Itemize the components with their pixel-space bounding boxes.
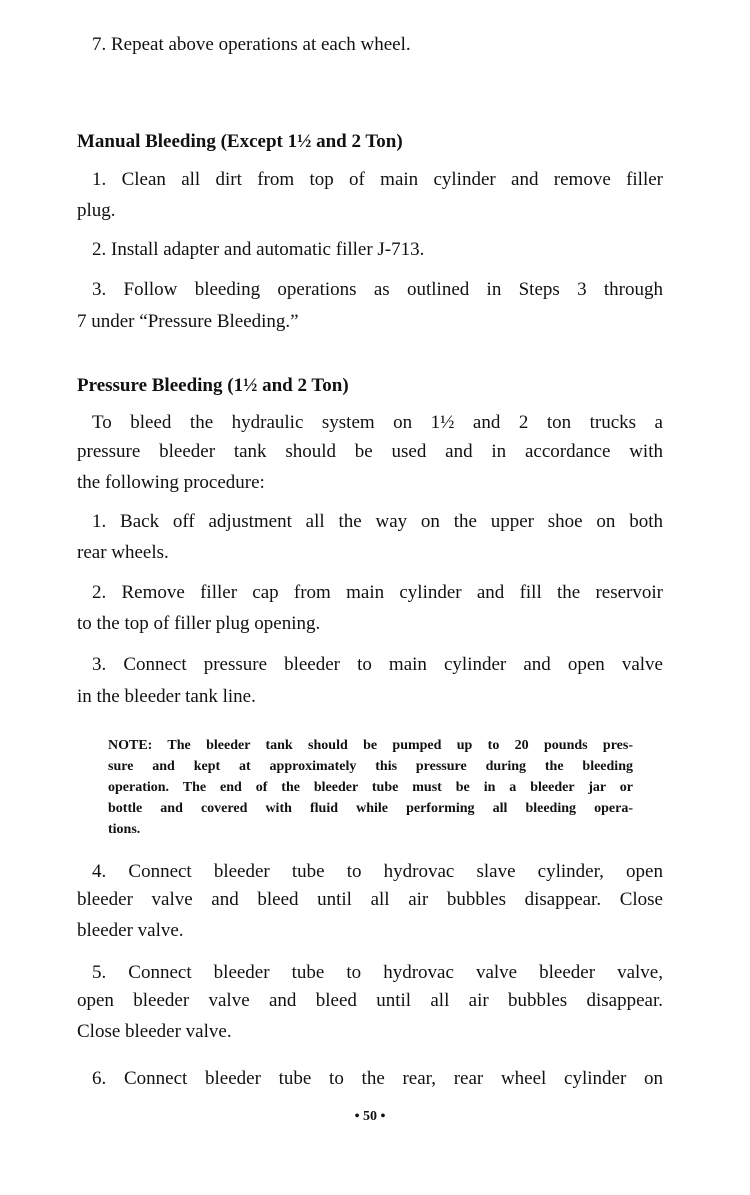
text-line: 3. Connect pressure bleeder to main cylinder and open valve [92,654,663,675]
page-number: • 50 • [354,1109,386,1124]
text-line: NOTE: The bleeder tank should be pumped up to 20 pounds pres- [108,738,633,753]
text-line: bleeder valve. [77,920,184,941]
text-line: Close bleeder valve. [77,1021,232,1042]
text-line: sure and kept at approximately this pressure during the bleeding [108,759,633,774]
text-line: 7 under “Pressure Bleeding.” [77,311,299,332]
text-line: in the bleeder tank line. [77,686,256,707]
text-line: operation. The end of the bleeder tube must be in a bleeder jar or [108,780,633,795]
pressure-step-6: 6. Connect bleeder tube to the rear, rear wheel cylinder on [92,1068,663,1089]
text-line: rear wheels. [77,542,169,563]
text-line: 5. Connect bleeder tube to hydrovac valve bleeder valve, [92,962,663,983]
text-line: bottle and covered with fluid while performing all bleeding opera- [108,801,633,816]
text-line: 1. Clean all dirt from top of main cylinder and remove filler [92,169,663,190]
text-line: 1. Back off adjustment all the way on the upper shoe on both [92,511,663,532]
text-line: plug. [77,200,116,221]
manual-step-2: 2. Install adapter and automatic filler J-713. [92,239,425,260]
heading-pressure-bleeding: Pressure Bleeding (1½ and 2 Ton) [77,375,349,396]
text-line: 2. Remove filler cap from main cylinder and fill the reservoir [92,582,663,603]
text-line: 4. Connect bleeder tube to hydrovac slave cylinder, open [92,861,663,882]
heading-manual-bleeding: Manual Bleeding (Except 1½ and 2 Ton) [77,131,403,152]
text-line: pressure bleeder tank should be used and in accordance with [77,441,663,462]
text-line: tions. [108,822,141,837]
text-line: to the top of filler plug opening. [77,613,321,634]
text-line: bleeder valve and bleed until all air bubbles disappear. Close [77,889,663,910]
text-line: open bleeder valve and bleed until all air bubbles disappear. [77,990,663,1011]
text-line: To bleed the hydraulic system on 1½ and 2 ton trucks a [92,412,663,433]
step-7-repeat: 7. Repeat above operations at each wheel. [92,34,411,55]
text-line: 3. Follow bleeding operations as outlined in Steps 3 through [92,279,663,300]
text-line: the following procedure: [77,472,265,493]
